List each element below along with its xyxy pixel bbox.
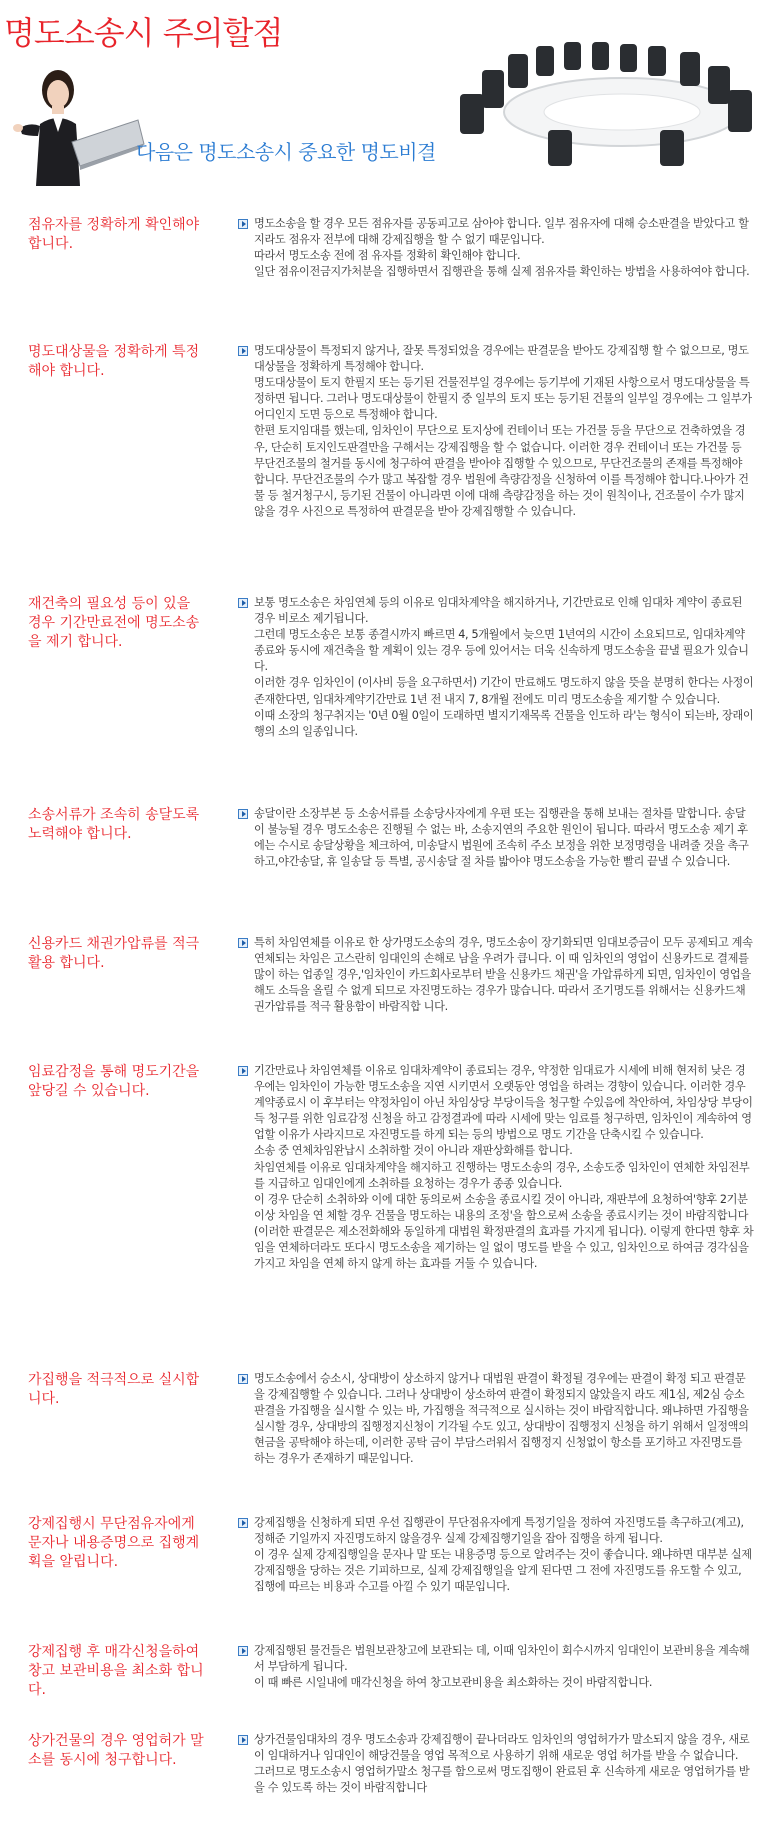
section-heading: 임료감정을 통해 명도기간을 앞당길 수 있습니다. xyxy=(28,1064,200,1099)
conference-room-illustration xyxy=(452,38,762,168)
paragraph: 한편 토지임대를 했는데, 임차인이 무단으로 토지상에 컨테이너 또는 가건물 등을 무단으로 건축하였을 경우, 단순히 토지인도판결만을 구해서는 강제집행을 할 수 없습니다. 이러한 경우 컨테이너 또는 가건물 등 무단건조물의 철거를 동시에 청구하여 판결을 받아야 집행할 수 있으므로, 무단건조물의 존재를 특정해야 합니다. 무단건조물의 수가 많고 복잡할 경우 법원에 측량감정을 신청하여 이를 특정해야 합니다.나아가 건물 등 철거청구시, 등기된 건물이 아니라면 이에 대해 측량감정을 하는 것이 원칙이나, 건조물이 수가 많지 않을 경우 사진으로 특정하여 판결문을 받아 강제집행할 수 있습니다. xyxy=(254,424,749,518)
section-heading: 강제집행 후 매각신청을하여 창고 보관비용을 최소화 합니다. xyxy=(28,1644,204,1698)
section-heading: 명도대상물을 정확하게 특정해야 합니다. xyxy=(28,344,200,379)
paragraph: 일단 점유이전금지가처분을 집행하면서 집행관을 통해 실제 점유자를 확인하는 방법을 사용하여야 합니다. xyxy=(254,265,750,279)
section-heading: 상가건물의 경우 영업허가 말소를 동시에 청구합니다. xyxy=(28,1733,204,1768)
paragraph: 이 경우 실제 강제집행일을 문자나 말 또는 내용증명 등으로 알려주는 것이 좋습니다. 왜냐하면 대부분 실제 강제집행을 당하는 것은 기피하므로, 실제 강제집행일을 알게 된다면 그 전에 자진명도를 유도할 수 있고, 집행에 따르는 비용과 수고를 아낄 수 있기 때문입니다. xyxy=(254,1548,752,1594)
paragraph: 기간만료나 차임연체를 이유로 임대차계약이 종료되는 경우, 약정한 임대료가 시세에 비해 현저히 낮은 경우에는 임차인이 가능한 명도소송을 지연 시키면서 오랫동안 영업을 하려는 경향이 있습니다. 이러한 경우 계약종료시 이 후부터는 약정차임이 아닌 차임상당 부당이득을 청구할 수있음에 착안하여, 차임상당 부당이득 청구를 위한 임료감정 신청을 하고 감정결과에 따라 시세에 맞는 임료를 청구하면, 임차인이 계속하여 영업할 이유가 사라지므로 자진명도를 하게 되는 등의 방법으로 명도 기간을 단축시킬 수 있습니다. xyxy=(254,1064,753,1142)
paragraph: 그러므로 명도소송시 영업허가말소 청구를 함으로써 명도집행이 완료된 후 신속하게 새로운 영업허가를 받을 수 있도록 하는 것이 바람직합니다 xyxy=(254,1765,750,1795)
paragraph: 보통 명도소송은 차임연체 등의 이유로 임대차계약을 해지하거나, 기간만료로 인해 임대차 계약이 종료된 경우 비로소 제기됩니다. xyxy=(254,596,743,626)
paragraph: 상가건물임대차의 경우 명도소송과 강제집행이 끝나더라도 임차인의 영업허가가 말소되지 않을 경우, 새로이 임대하거나 임대인이 해당건물을 영업 목적으로 사용하기 위해 새로운 영업 허가를 받을 수 없습니다. xyxy=(254,1733,750,1763)
arrow-bullet-icon xyxy=(238,1518,248,1528)
paragraph: 특히 차임연체를 이유로 한 상가명도소송의 경우, 명도소송이 장기화되면 임대보증금이 모두 공제되고 계속 연체되는 차임은 고스란히 임대인의 손해로 남을 우려가 큽니다. 이 때 임차인의 영업이 신용카드로 결제를 많이 하는 업종일 경우,'임차인이 카드회사로부터 받을 신용카드 채권'을 가압류하게 되면, 임차인이 영업을 해도 소득을 올릴 수 없게 되므로 자진명도하는 경우가 많습니다. 따라서 조기명도를 위해서는 신용카드채권가압류를 적극 활용함이 바람직합 니다. xyxy=(254,936,753,1014)
paragraph: 명도소송을 할 경우 모든 점유자를 공동피고로 삼아야 합니다. 일부 점유자에 대해 승소판결을 받았다고 할지라도 점유자 전부에 대해 강제집행을 할 수 없기 때문입니다. xyxy=(254,217,749,247)
paragraph: 명도대상물이 특정되지 않거나, 잘못 특정되었을 경우에는 판결문을 받아도 강제집행 할 수 없으므로, 명도대상물을 정확하게 특정해야 합니다. xyxy=(254,344,749,374)
arrow-bullet-icon xyxy=(238,1646,248,1656)
section-body xyxy=(254,806,754,870)
section-body xyxy=(254,595,754,740)
paragraph: 이 경우 단순히 소취하와 이에 대한 동의로써 소송을 종료시킬 것이 아니라, 재판부에 요청하여'향후 2기분 이상 차임을 연 체할 경우 건물을 명도하는 내용의 조정'을 함으로써 소송을 종료시키는 것이 바람직합니다 (이러한 판결문은 제소전화해와 동일하게 대법원 확정판결의 효과를 가지게 됩니다). 이렇게 한다면 향후 차임을 연체하더라도 또다시 명도소송을 제기하는 일 없이 명도를 받을 수 있고, 임차인으로 하여금 경각심을 가지고 차임을 연체 하지 않게 하는 효과를 거둘 수 있습니다. xyxy=(254,1192,754,1271)
paragraph: 이때 소장의 청구취지는 '0년 0월 0일이 도래하면 별지기재목록 건물을 인도하 라'는 형식이 되는바, 장래이행의 소의 일종입니다. xyxy=(254,708,754,738)
section-body xyxy=(254,1515,754,1595)
businesswoman-laptop-illustration xyxy=(6,62,146,186)
paragraph: 이러한 경우 임차인이 (이사비 등을 요구하면서) 기간이 만료해도 명도하지 않을 뜻을 분명히 한다는 사정이 존재한다면, 임대차계약기간만료 1년 전 내지 7, 8개월 전에도 미리 명도소송을 제기할 수 있습니다. xyxy=(254,676,754,706)
arrow-bullet-icon xyxy=(238,1066,248,1076)
section-heading: 강제집행시 무단점유자에게 문자나 내용증명으로 집행계획을 알립니다. xyxy=(28,1516,200,1570)
arrow-bullet-icon xyxy=(238,809,248,819)
section-body xyxy=(254,935,754,1015)
paragraph: 그런데 명도소송은 보통 종결시까지 빠르면 4, 5개월에서 늦으면 1년여의 시간이 소요되므로, 임대차계약종료와 동시에 재건축을 할 계획이 있는 경우 등에 있어서는 더욱 신속하게 명도소송을 끝낼 필요가 있습니다. xyxy=(254,628,749,674)
arrow-bullet-icon xyxy=(238,346,248,356)
arrow-bullet-icon xyxy=(238,219,248,229)
page-title: 명도소송시 주의할점 xyxy=(4,14,283,52)
section-body xyxy=(254,1732,754,1796)
paragraph: 이 때 빠른 시일내에 매각신청을 하여 창고보관비용을 최소화하는 것이 바람직합니다. xyxy=(254,1676,653,1690)
section-body xyxy=(254,343,754,520)
section-body xyxy=(254,1643,754,1691)
paragraph: 차임연체를 이유로 임대차계약을 해지하고 진행하는 명도소송의 경우, 소송도중 임차인이 연체한 차임전부를 지급하고 임대인에게 소취하를 요청하는 경우가 종종 있습니다. xyxy=(254,1160,750,1190)
paragraph: 명도대상물이 토지 한필지 또는 등기된 건물전부일 경우에는 등기부에 기재된 사항으로서 명도대상물을 특정하면 됩니다. 그러나 명도대상물이 한필지 중 일부의 토지 또는 등기된 건물의 일부일 경우에는 그 일부가 어디인지 도면 등으로 특정해야 합니다. xyxy=(254,376,752,422)
section-body xyxy=(254,216,754,280)
section-heading: 재건축의 필요성 등이 있을 경우 기간만료전에 명도소송을 제기 합니다. xyxy=(28,596,200,650)
section-body xyxy=(254,1063,754,1272)
section-heading: 신용카드 채권가압류를 적극 활용 합니다. xyxy=(28,936,200,971)
paragraph: 송달이란 소장부본 등 소송서류를 소송당사자에게 우편 또는 집행관을 통해 보내는 절차를 말합니다. 송달이 불능될 경우 명도소송은 진행될 수 없는 바, 소송지연의 주요한 원인이 됩니다. 따라서 명도소송 제기 후에는 수시로 송달상황을 체크하여, 미송달시 법원에 조속히 주소 보정을 위한 보정명령을 내려줄 것을 촉구하고,야간송달, 휴 일송달 등 특별, 공시송달 절 차를 밟아야 명도소송을 가능한 빨리 끝낼 수 있습니다. xyxy=(254,807,749,869)
paragraph: 강제집행된 물건들은 법원보관창고에 보관되는 데, 이때 임차인이 회수시까지 임대인이 보관비용을 계속해서 부담하게 됩니다. xyxy=(254,1644,750,1674)
paragraph: 따라서 명도소송 전에 점 유자를 정확히 확인해야 합니다. xyxy=(254,249,521,263)
arrow-bullet-icon xyxy=(238,1735,248,1745)
paragraph: 명도소송에서 승소시, 상대방이 상소하지 않거나 대법원 판결이 확정될 경우에는 판결이 확정 되고 판결문을 강제집행할 수 있습니다. 그러나 상대방이 상소하여 판결이 확정되지 않았을지 라도 제1심, 제2심 승소판결을 가집행을 실시할 수 있는 바, 가집행을 적극적으로 실시하는 것이 바람직합니다. 왜냐하면 가집행을 실시할 경우, 상대방의 집행정지신청이 기각될 수도 있고, 상대방이 집행정지 신청을 하기 위해서 일정액의 현금을 공탁해야 하는데, 이러한 공탁 금이 부담스러워서 집행정지 신청없이 항소를 포기하고 자진명도를 하는 경우가 존재하기 때문입니다. xyxy=(254,1372,749,1466)
paragraph: 강제집행을 신청하게 되면 우선 집행관이 무단점유자에게 특정기일을 정하여 자진명도를 촉구하고(계고), 정해준 기일까지 자진명도하지 않을경우 실제 강제집행기일을 잡아 집행을 하게 됩니다. xyxy=(254,1516,744,1546)
section-heading: 가집행을 적극적으로 실시합니다. xyxy=(28,1372,200,1407)
section-body xyxy=(254,1371,754,1468)
section-heading: 점유자를 정확하게 확인해야 합니다. xyxy=(28,217,200,252)
arrow-bullet-icon xyxy=(238,1374,248,1384)
arrow-bullet-icon xyxy=(238,598,248,608)
section-heading: 소송서류가 조속히 송달도록 노력해야 합니다. xyxy=(28,807,200,842)
tagline: 다음은 명도소송시 중요한 명도비결 xyxy=(136,140,436,164)
arrow-bullet-icon xyxy=(238,938,248,948)
paragraph: 소송 중 연체차임완납시 소취하할 것이 아니라 재판상화해를 합니다. xyxy=(254,1144,573,1158)
